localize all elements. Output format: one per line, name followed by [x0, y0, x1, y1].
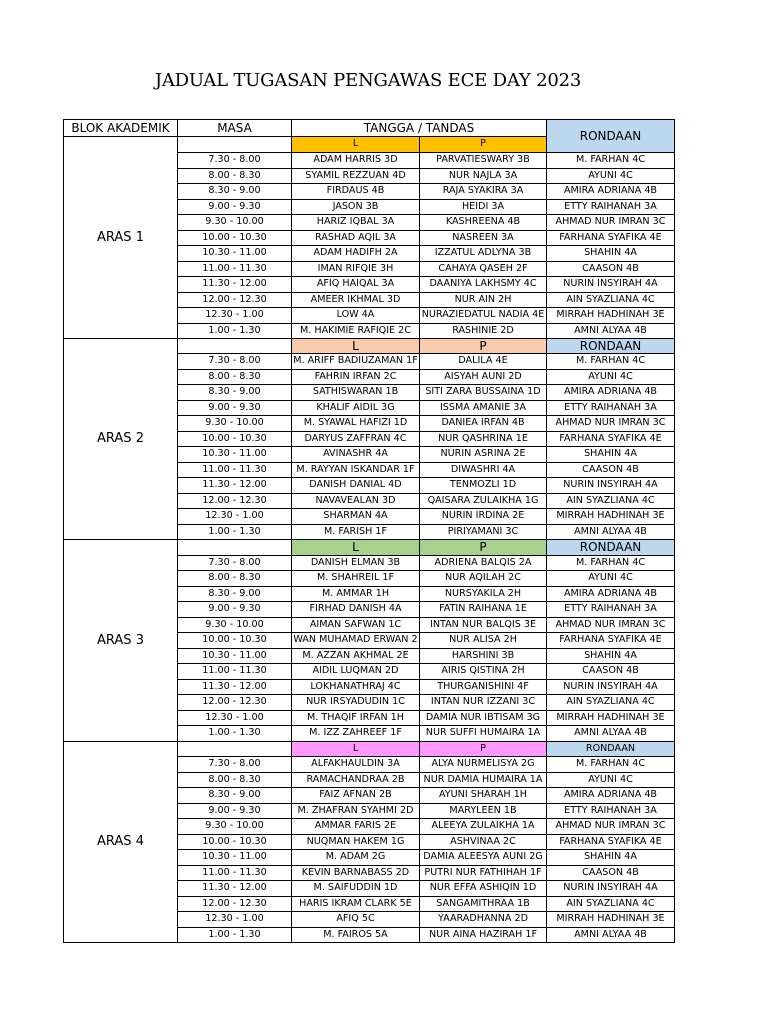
cell-rondaan: CAASON 4B	[546, 462, 675, 479]
cell-lelaki: M. IZZ ZAHREEF 1F	[291, 725, 420, 742]
cell-masa: 10.30 - 11.00	[177, 849, 292, 866]
cell-masa: 8.30 - 9.00	[177, 183, 292, 200]
cell-masa: 12.00 - 12.30	[177, 694, 292, 711]
cell-masa: 11.00 - 11.30	[177, 865, 292, 882]
cell-perempuan: NURAZIEDATUL NADIA 4E	[419, 307, 547, 324]
cell-rondaan: AIN SYAZLIANA 4C	[546, 694, 675, 711]
cell-masa: 1.00 - 1.30	[177, 927, 292, 944]
cell-rondaan: ETTY RAIHANAH 3A	[546, 803, 675, 820]
cell-rondaan: AHMAD NUR IMRAN 3C	[546, 617, 675, 634]
cell-perempuan: IZZATUL ADLYNA 3B	[419, 245, 547, 262]
cell-masa: 8.30 - 9.00	[177, 384, 292, 401]
cell-lelaki: AIMAN SAFWAN 1C	[291, 617, 420, 634]
cell-perempuan: TENMOZLI 1D	[419, 477, 547, 494]
cell-lelaki: FAIZ AFNAN 2B	[291, 787, 420, 804]
cell-lelaki: AMEER IKHMAL 3D	[291, 292, 420, 309]
cell-masa: 11.30 - 12.00	[177, 276, 292, 293]
cell-perempuan: AISYAH AUNI 2D	[419, 369, 547, 386]
cell-rondaan: AYUNI 4C	[546, 369, 675, 386]
cell-masa: 9.00 - 9.30	[177, 199, 292, 216]
duty-schedule-table	[63, 119, 674, 945]
cell-rondaan: AMIRA ADRIANA 4B	[546, 384, 675, 401]
cell-perempuan: ISSMA AMANIE 3A	[419, 400, 547, 417]
cell-perempuan: CAHAYA QASEH 2F	[419, 261, 547, 278]
cell-perempuan: NUR AIN 2H	[419, 292, 547, 309]
cell-lelaki: IMAN RIFQIE 3H	[291, 261, 420, 278]
cell-masa: 9.00 - 9.30	[177, 601, 292, 618]
cell-rondaan: AYUNI 4C	[546, 168, 675, 185]
cell-lelaki: KEVIN BARNABASS 2D	[291, 865, 420, 882]
page-title: JADUAL TUGASAN PENGAWAS ECE DAY 2023	[154, 70, 582, 91]
cell-perempuan: PUTRI NUR FATHIHAH 1F	[419, 865, 547, 882]
cell-masa: 11.00 - 11.30	[177, 261, 292, 278]
cell-masa: 7.30 - 8.00	[177, 555, 292, 572]
cell-perempuan: ALYA NURMELISYA 2G	[419, 756, 547, 773]
cell-lelaki: ADAM HARRIS 3D	[291, 152, 420, 169]
cell-perempuan: DALILA 4E	[419, 353, 547, 370]
header-rondaan: RONDAAN	[546, 119, 675, 153]
cell-perempuan: YAARADHANNA 2D	[419, 911, 547, 928]
cell-rondaan: MIRRAH HADHINAH 3E	[546, 508, 675, 525]
cell-masa: 11.30 - 12.00	[177, 679, 292, 696]
cell-rondaan: AHMAD NUR IMRAN 3C	[546, 214, 675, 231]
cell-masa: 1.00 - 1.30	[177, 524, 292, 541]
cell-lelaki: M. SYAWAL HAFIZI 1D	[291, 415, 420, 432]
cell-lelaki: AVINASHR 4A	[291, 446, 420, 463]
cell-masa: 1.00 - 1.30	[177, 323, 292, 340]
cell-perempuan: DAMIA ALEESYA AUNI 2G	[419, 849, 547, 866]
cell-perempuan: THURGANISHINI 4F	[419, 679, 547, 696]
cell-perempuan: FATIN RAIHANA 1E	[419, 601, 547, 618]
cell-rondaan: MIRRAH HADHINAH 3E	[546, 710, 675, 727]
cell-masa: 12.30 - 1.00	[177, 710, 292, 727]
cell-masa: 10.30 - 11.00	[177, 648, 292, 665]
cell-perempuan: NURIN ASRINA 2E	[419, 446, 547, 463]
cell-lelaki: FIRHAD DANISH 4A	[291, 601, 420, 618]
cell-rondaan: NURIN INSYIRAH 4A	[546, 880, 675, 897]
subheader-l: L	[291, 136, 420, 153]
cell-perempuan: NUR EFFA ASHIQIN 1D	[419, 880, 547, 897]
cell-rondaan: NURIN INSYIRAH 4A	[546, 679, 675, 696]
cell-rondaan: AMNI ALYAA 4B	[546, 323, 675, 340]
cell-masa: 7.30 - 8.00	[177, 353, 292, 370]
cell-masa: 11.00 - 11.30	[177, 663, 292, 680]
cell-masa: 8.00 - 8.30	[177, 369, 292, 386]
cell-rondaan: SHAHIN 4A	[546, 849, 675, 866]
cell-rondaan: AMIRA ADRIANA 4B	[546, 586, 675, 603]
cell-lelaki: JASON 3B	[291, 199, 420, 216]
cell-rondaan: AIN SYAZLIANA 4C	[546, 292, 675, 309]
cell-lelaki: HARIS IKRAM CLARK 5E	[291, 896, 420, 913]
subheader-p: P	[419, 338, 547, 355]
cell-masa: 9.30 - 10.00	[177, 617, 292, 634]
cell-perempuan: INTAN NUR BALQIS 3E	[419, 617, 547, 634]
cell-perempuan: AYUNI SHARAH 1H	[419, 787, 547, 804]
cell-rondaan: AMNI ALYAA 4B	[546, 927, 675, 944]
cell-perempuan: DANIEA IRFAN 4B	[419, 415, 547, 432]
cell-lelaki: SYAMIL REZZUAN 4D	[291, 168, 420, 185]
cell-perempuan: SANGAMITHRAA 1B	[419, 896, 547, 913]
cell-lelaki: FIRDAUS 4B	[291, 183, 420, 200]
cell-masa: 10.00 - 10.30	[177, 632, 292, 649]
cell-lelaki: M. ADAM 2G	[291, 849, 420, 866]
cell-perempuan: NUR AQILAH 2C	[419, 570, 547, 587]
cell-masa: 7.30 - 8.00	[177, 756, 292, 773]
cell-rondaan: AIN SYAZLIANA 4C	[546, 493, 675, 510]
cell-rondaan: AMNI ALYAA 4B	[546, 725, 675, 742]
cell-rondaan: FARHANA SYAFIKA 4E	[546, 230, 675, 247]
cell-lelaki: RAMACHANDRAA 2B	[291, 772, 420, 789]
cell-lelaki: NUR IRSYADUDIN 1C	[291, 694, 420, 711]
cell-masa: 11.30 - 12.00	[177, 477, 292, 494]
subheader-masa-blank	[177, 338, 292, 355]
cell-rondaan: M. FARHAN 4C	[546, 756, 675, 773]
subheader-masa-blank	[177, 539, 292, 556]
cell-perempuan: RAJA SYAKIRA 3A	[419, 183, 547, 200]
cell-masa: 10.00 - 10.30	[177, 834, 292, 851]
cell-lelaki: NUQMAN HAKEM 1G	[291, 834, 420, 851]
cell-rondaan: AIN SYAZLIANA 4C	[546, 896, 675, 913]
cell-lelaki: AFIQ 5C	[291, 911, 420, 928]
cell-perempuan: HARSHINI 3B	[419, 648, 547, 665]
cell-perempuan: AIRIS QISTINA 2H	[419, 663, 547, 680]
cell-perempuan: DAMIA NUR IBTISAM 3G	[419, 710, 547, 727]
cell-lelaki: M. SAIFUDDIN 1D	[291, 880, 420, 897]
cell-masa: 12.30 - 1.00	[177, 911, 292, 928]
cell-rondaan: AHMAD NUR IMRAN 3C	[546, 415, 675, 432]
cell-masa: 10.30 - 11.00	[177, 446, 292, 463]
subheader-masa-blank	[177, 741, 292, 758]
cell-perempuan: MARYLEEN 1B	[419, 803, 547, 820]
cell-perempuan: NUR NAJLA 3A	[419, 168, 547, 185]
cell-lelaki: M. ARIFF BADIUZAMAN 1F	[291, 353, 420, 370]
cell-rondaan: FARHANA SYAFIKA 4E	[546, 834, 675, 851]
cell-rondaan: AMIRA ADRIANA 4B	[546, 183, 675, 200]
cell-rondaan: MIRRAH HADHINAH 3E	[546, 307, 675, 324]
cell-lelaki: SHARMAN 4A	[291, 508, 420, 525]
cell-perempuan: NUR DAMIA HUMAIRA 1A	[419, 772, 547, 789]
subheader-p: P	[419, 741, 547, 758]
cell-perempuan: KASHREENA 4B	[419, 214, 547, 231]
cell-lelaki: M. FAIROS 5A	[291, 927, 420, 944]
cell-rondaan: M. FARHAN 4C	[546, 353, 675, 370]
cell-perempuan: NURSYAKILA 2H	[419, 586, 547, 603]
cell-masa: 12.00 - 12.30	[177, 292, 292, 309]
cell-lelaki: M. THAQIF IRFAN 1H	[291, 710, 420, 727]
cell-rondaan: CAASON 4B	[546, 865, 675, 882]
cell-masa: 10.30 - 11.00	[177, 245, 292, 262]
subheader-p: P	[419, 539, 547, 556]
cell-lelaki: M. AMMAR 1H	[291, 586, 420, 603]
cell-masa: 9.30 - 10.00	[177, 818, 292, 835]
cell-lelaki: M. HAKIMIE RAFIQIE 2C	[291, 323, 420, 340]
cell-rondaan: NURIN INSYIRAH 4A	[546, 477, 675, 494]
subheader-p: P	[419, 136, 547, 153]
cell-rondaan: SHAHIN 4A	[546, 446, 675, 463]
cell-lelaki: M. ZHAFRAN SYAHMI 2D	[291, 803, 420, 820]
cell-masa: 12.30 - 1.00	[177, 508, 292, 525]
cell-rondaan: SHAHIN 4A	[546, 648, 675, 665]
cell-rondaan: SHAHIN 4A	[546, 245, 675, 262]
cell-lelaki: SATHISWARAN 1B	[291, 384, 420, 401]
cell-masa: 8.00 - 8.30	[177, 772, 292, 789]
cell-masa: 12.00 - 12.30	[177, 896, 292, 913]
cell-lelaki: FAHRIN IRFAN 2C	[291, 369, 420, 386]
cell-masa: 10.00 - 10.30	[177, 431, 292, 448]
cell-perempuan: NASREEN 3A	[419, 230, 547, 247]
header-tangga-tandas: TANGGA / TANDAS	[291, 119, 547, 137]
cell-lelaki: DANISH DANIAL 4D	[291, 477, 420, 494]
cell-perempuan: ALEEYA ZULAIKHA 1A	[419, 818, 547, 835]
cell-perempuan: DAANIYA LAKHSMY 4C	[419, 276, 547, 293]
cell-rondaan: MIRRAH HADHINAH 3E	[546, 911, 675, 928]
cell-lelaki: LOKHANATHRAJ 4C	[291, 679, 420, 696]
cell-masa: 12.30 - 1.00	[177, 307, 292, 324]
header-masa: MASA	[177, 119, 292, 137]
cell-rondaan: AYUNI 4C	[546, 570, 675, 587]
cell-perempuan: NUR QASHRINA 1E	[419, 431, 547, 448]
cell-masa: 11.30 - 12.00	[177, 880, 292, 897]
cell-perempuan: SITI ZARA BUSSAINA 1D	[419, 384, 547, 401]
cell-rondaan: AHMAD NUR IMRAN 3C	[546, 818, 675, 835]
subheader-rondaan: RONDAAN	[546, 741, 675, 758]
cell-lelaki: ALFAKHAULDIN 3A	[291, 756, 420, 773]
cell-masa: 8.30 - 9.00	[177, 787, 292, 804]
cell-lelaki: RASHAD AQIL 3A	[291, 230, 420, 247]
cell-lelaki: ADAM HADIFH 2A	[291, 245, 420, 262]
subheader-rondaan: RONDAAN	[546, 539, 675, 556]
cell-masa: 9.30 - 10.00	[177, 415, 292, 432]
cell-lelaki: NAVAVEALAN 3D	[291, 493, 420, 510]
cell-lelaki: M. SHAHREIL 1F	[291, 570, 420, 587]
cell-perempuan: QAISARA ZULAIKHA 1G	[419, 493, 547, 510]
cell-perempuan: PIRIYAMANI 3C	[419, 524, 547, 541]
cell-masa: 10.00 - 10.30	[177, 230, 292, 247]
cell-masa: 11.00 - 11.30	[177, 462, 292, 479]
cell-masa: 9.30 - 10.00	[177, 214, 292, 231]
cell-rondaan: NURIN INSYIRAH 4A	[546, 276, 675, 293]
cell-masa: 9.00 - 9.30	[177, 803, 292, 820]
blok-aras-1: ARAS 1	[63, 136, 178, 339]
subheader-l: L	[291, 741, 420, 758]
cell-masa: 8.30 - 9.00	[177, 586, 292, 603]
cell-masa: 8.00 - 8.30	[177, 570, 292, 587]
blok-aras-4: ARAS 4	[63, 741, 178, 944]
cell-rondaan: FARHANA SYAFIKA 4E	[546, 431, 675, 448]
cell-rondaan: CAASON 4B	[546, 261, 675, 278]
cell-rondaan: AMNI ALYAA 4B	[546, 524, 675, 541]
cell-rondaan: AYUNI 4C	[546, 772, 675, 789]
cell-rondaan: CAASON 4B	[546, 663, 675, 680]
cell-masa: 8.00 - 8.30	[177, 168, 292, 185]
cell-lelaki: WAN MUHAMAD ERWAN 2	[291, 632, 420, 649]
cell-lelaki: DANISH ELMAN 3B	[291, 555, 420, 572]
blok-aras-3: ARAS 3	[63, 539, 178, 742]
cell-perempuan: NUR SUFFI HUMAIRA 1A	[419, 725, 547, 742]
cell-masa: 7.30 - 8.00	[177, 152, 292, 169]
cell-masa: 1.00 - 1.30	[177, 725, 292, 742]
cell-rondaan: ETTY RAIHANAH 3A	[546, 601, 675, 618]
cell-lelaki: M. AZZAN AKHMAL 2E	[291, 648, 420, 665]
cell-lelaki: AFIQ HAIQAL 3A	[291, 276, 420, 293]
cell-perempuan: RASHINIE 2D	[419, 323, 547, 340]
subheader-l: L	[291, 338, 420, 355]
cell-masa: 12.00 - 12.30	[177, 493, 292, 510]
cell-perempuan: ASHVINAA 2C	[419, 834, 547, 851]
cell-rondaan: AMIRA ADRIANA 4B	[546, 787, 675, 804]
cell-perempuan: PARVATIESWARY 3B	[419, 152, 547, 169]
cell-perempuan: NUR ALISA 2H	[419, 632, 547, 649]
cell-perempuan: ADRIENA BALQIS 2A	[419, 555, 547, 572]
cell-rondaan: ETTY RAIHANAH 3A	[546, 199, 675, 216]
subheader-l: L	[291, 539, 420, 556]
cell-perempuan: NUR AINA HAZIRAH 1F	[419, 927, 547, 944]
cell-rondaan: FARHANA SYAFIKA 4E	[546, 632, 675, 649]
cell-perempuan: DIWASHRI 4A	[419, 462, 547, 479]
cell-lelaki: AIDIL LUQMAN 2D	[291, 663, 420, 680]
cell-masa: 9.00 - 9.30	[177, 400, 292, 417]
cell-perempuan: INTAN NUR IZZANI 3C	[419, 694, 547, 711]
cell-lelaki: M. RAYYAN ISKANDAR 1F	[291, 462, 420, 479]
cell-rondaan: M. FARHAN 4C	[546, 555, 675, 572]
cell-perempuan: NURIN IRDINA 2E	[419, 508, 547, 525]
blok-aras-2: ARAS 2	[63, 338, 178, 541]
cell-lelaki: HARIZ IQBAL 3A	[291, 214, 420, 231]
cell-rondaan: M. FARHAN 4C	[546, 152, 675, 169]
cell-lelaki: KHALIF AIDIL 3G	[291, 400, 420, 417]
cell-lelaki: LOW 4A	[291, 307, 420, 324]
cell-perempuan: HEIDI 3A	[419, 199, 547, 216]
subheader-rondaan: RONDAAN	[546, 338, 675, 355]
cell-lelaki: DARYUS ZAFFRAN 4C	[291, 431, 420, 448]
cell-rondaan: ETTY RAIHANAH 3A	[546, 400, 675, 417]
cell-lelaki: M. FARISH 1F	[291, 524, 420, 541]
header-blok-akademik: BLOK AKADEMIK	[63, 119, 178, 137]
cell-lelaki: AMMAR FARIS 2E	[291, 818, 420, 835]
